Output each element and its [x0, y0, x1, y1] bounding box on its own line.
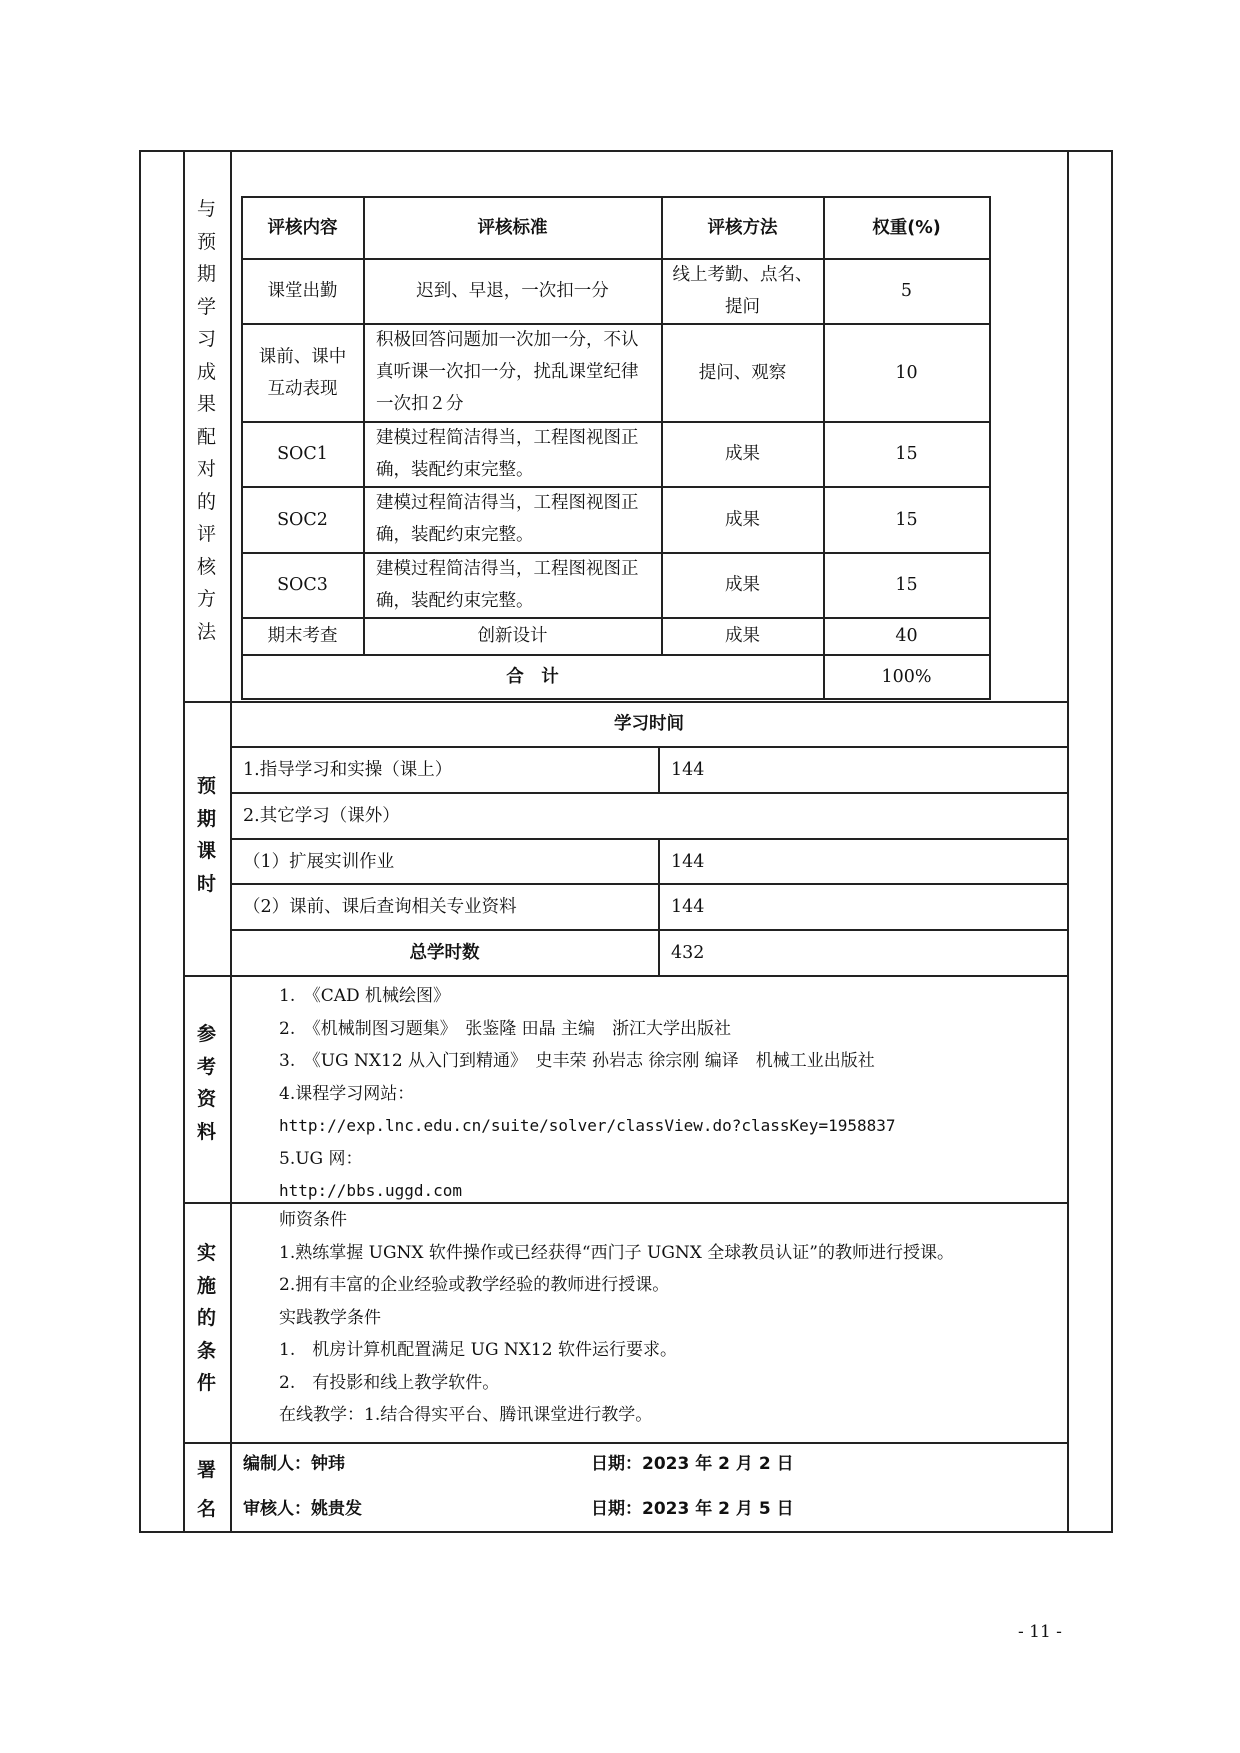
assessment-label-char: 核: [196, 555, 216, 578]
assessment-method: 成果: [725, 444, 760, 464]
hours-row-label: （2）课前、课后查询相关专业资料: [243, 896, 517, 917]
conditions-label-char: 件: [196, 1372, 216, 1394]
reference-line[interactable]: http://exp.lnc.edu.cn/suite/solver/classView.do?classKey=1958837: [279, 1116, 896, 1135]
assessment-total-label: 合 计: [506, 666, 559, 687]
assessment-standard: 创新设计: [477, 626, 548, 646]
assessment-label-char: 配: [196, 425, 216, 448]
assessment-weight: 15: [895, 575, 918, 595]
hours-row-value: 144: [671, 851, 705, 872]
compile-date: 日期：2023 年 2 月 2 日: [591, 1454, 794, 1474]
assessment-content: 课堂出勤: [267, 281, 338, 301]
assessment-label-char: 对: [196, 458, 216, 480]
header-weight: 权重(%): [872, 217, 941, 238]
hours-row-value: 144: [671, 759, 705, 780]
assessment-label-char: 期: [196, 263, 216, 285]
conditions-section-label: [183, 1237, 230, 1400]
assessment-method: 成果: [725, 509, 760, 530]
hours-section-label: [183, 770, 230, 900]
review-date: 日期：2023 年 2 月 5 日: [591, 1499, 794, 1519]
assessment-label-char: 与: [196, 198, 216, 220]
assessment-content: 课前、课中 互动表现: [258, 346, 347, 399]
reference-line[interactable]: http://bbs.uggd.com: [279, 1181, 463, 1200]
condition-line: 1.熟练掌握 UGNX 软件操作或已经获得“西门子 UGNX 全球教员认证”的教师进行授课。: [279, 1242, 954, 1263]
hours-label-char: 期: [196, 807, 216, 830]
assessment-weight: 10: [895, 362, 918, 383]
conditions-label-char: 的: [196, 1307, 216, 1329]
condition-line: 2. 有投影和线上教学软件。: [279, 1372, 500, 1393]
reviewer-name: 审核人：姚贵发: [243, 1499, 362, 1519]
assessment-content: SOC3: [277, 575, 328, 595]
conditions-label-char: 条: [196, 1339, 216, 1362]
assessment-total-weight: 100%: [881, 666, 932, 687]
reference-line: 2. 《机械制图习题集》 张鉴隆 田晶 主编 浙江大学出版社: [279, 1018, 732, 1039]
page-number: - 11 -: [1018, 1622, 1062, 1642]
assessment-section-label: [183, 193, 230, 648]
condition-line: 实践教学条件: [279, 1307, 381, 1328]
header-standard: 评核标准: [477, 217, 548, 238]
header-method: 评核方法: [707, 217, 778, 238]
references-section-label: [183, 1018, 230, 1148]
references-label-char: 考: [196, 1055, 216, 1078]
assessment-method: 提问、观察: [698, 362, 787, 383]
assessment-method: 成果: [725, 575, 760, 595]
references-label-char: 料: [196, 1120, 216, 1143]
assessment-standard: 迟到、早退，一次扣一分: [416, 281, 609, 301]
assessment-method: 线上考勤、点名、 提问: [672, 265, 813, 317]
assessment-label-char: 习: [196, 328, 216, 350]
conditions-label-char: 施: [196, 1274, 216, 1297]
signature-label-char: 署: [196, 1459, 216, 1481]
hours-title: 学习时间: [614, 714, 684, 734]
reference-line: 4.课程学习网站：: [279, 1083, 415, 1104]
assessment-weight: 40: [895, 626, 918, 646]
assessment-standard: 建模过程简洁得当，工程图视图正 确，装配约束完整。: [376, 493, 639, 545]
assessment-label-char: 学: [196, 295, 216, 318]
hours-label-char: 课: [196, 840, 216, 862]
assessment-label-char: 成: [196, 360, 216, 383]
hours-row-label: 2.其它学习（课外）: [243, 805, 400, 826]
condition-line: 2.拥有丰富的企业经验或教学经验的教师进行授课。: [279, 1275, 670, 1295]
compiler-name: 编制人：钟玮: [243, 1454, 345, 1474]
condition-line: 在线教学：1.结合得实平台、腾讯课堂进行教学。: [279, 1405, 653, 1425]
reference-line: 1. 《CAD 机械绘图》: [279, 986, 451, 1006]
assessment-weight: 15: [895, 509, 918, 530]
hours-label-char: 时: [196, 872, 216, 895]
hours-row-label: （1）扩展实训作业: [243, 851, 395, 872]
assessment-label-char: 的: [196, 490, 216, 513]
condition-line: 师资条件: [279, 1210, 347, 1230]
assessment-weight: 5: [900, 281, 913, 301]
hours-total-value: 432: [671, 942, 705, 963]
reference-line: 5.UG 网：: [279, 1148, 363, 1169]
assessment-label-char: 预: [196, 230, 216, 253]
hours-row-label: 1.指导学习和实操（课上）: [243, 759, 453, 780]
condition-line: 1. 机房计算机配置满足 UG NX12 软件运行要求。: [279, 1340, 677, 1360]
assessment-label-char: 果: [196, 393, 216, 415]
assessment-content: 期末考查: [267, 626, 338, 646]
hours-row-value: 144: [671, 896, 705, 917]
hours-label-char: 预: [196, 775, 216, 797]
conditions-label-char: 实: [196, 1242, 216, 1264]
assessment-content: SOC2: [277, 509, 328, 530]
assessment-standard: 建模过程简洁得当，工程图视图正 确，装配约束完整。: [376, 559, 639, 611]
assessment-content: SOC1: [277, 444, 328, 464]
reference-line: 3. 《UG NX12 从入门到精通》 史丰荣 孙岩志 徐宗刚 编译 机械工业出版社: [279, 1051, 875, 1071]
signature-section-label: [183, 1451, 230, 1529]
signature-label-char: 名: [196, 1498, 216, 1520]
references-label-char: 资: [196, 1088, 216, 1110]
assessment-weight: 15: [895, 444, 918, 464]
assessment-method: 成果: [725, 626, 760, 646]
assessment-standard: 建模过程简洁得当，工程图视图正 确，装配约束完整。: [376, 428, 639, 480]
assessment-label-char: 法: [196, 620, 216, 643]
hours-total-label: 总学时数: [409, 942, 480, 963]
references-label-char: 参: [196, 1023, 216, 1045]
assessment-label-char: 评: [196, 523, 216, 545]
assessment-label-char: 方: [196, 588, 216, 610]
assessment-standard: 积极回答问题加一次加一分，不认 真听课一次扣一分，扰乱课堂纪律 一次扣２分: [376, 330, 639, 414]
header-content: 评核内容: [267, 217, 338, 238]
